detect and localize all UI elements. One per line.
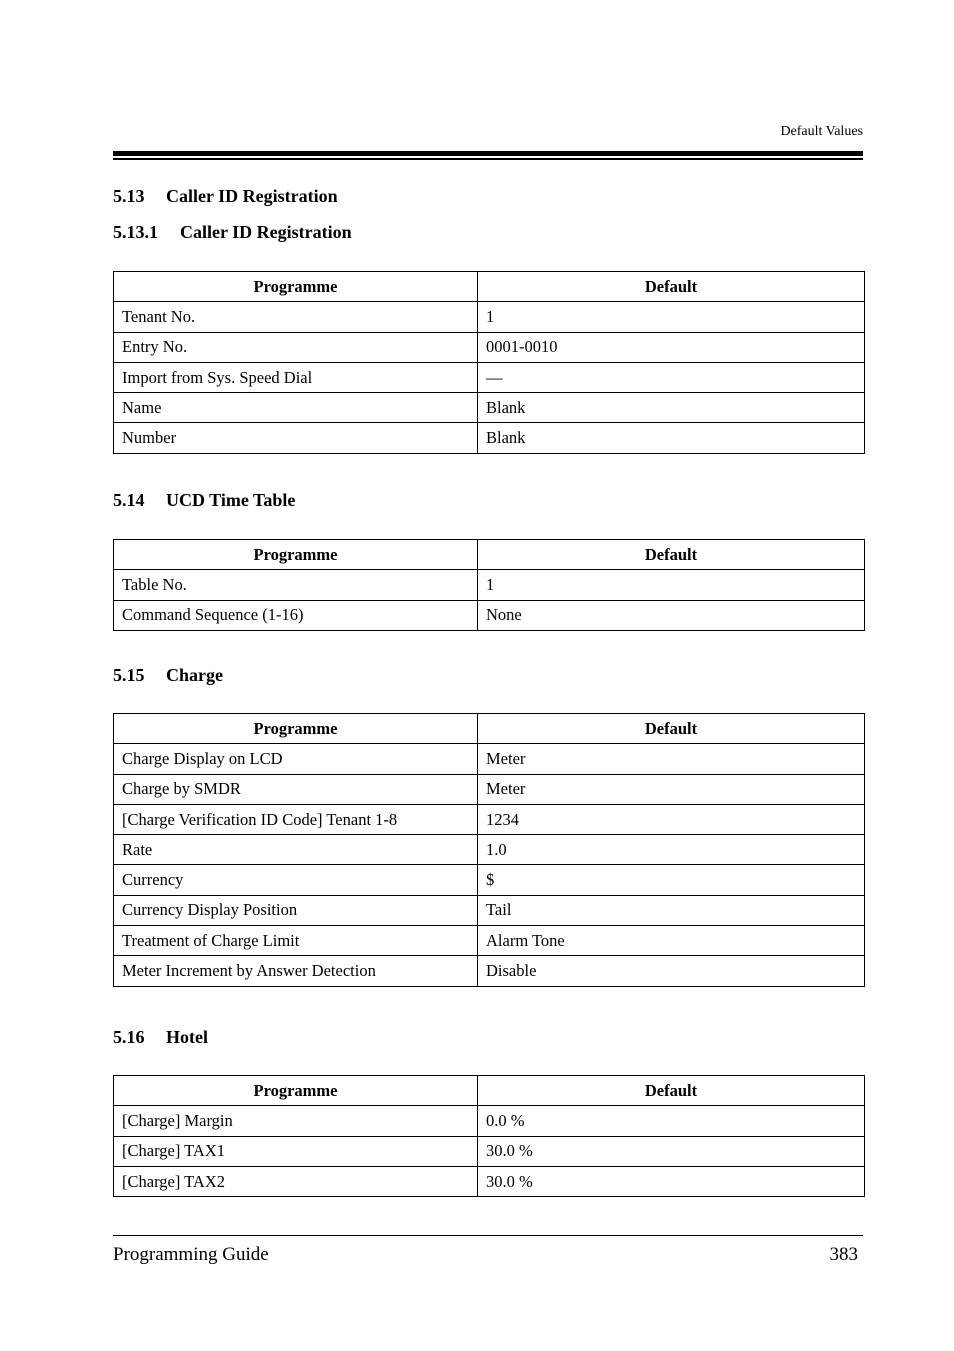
programme-cell: [Charge Verification ID Code] Tenant 1-8	[114, 804, 478, 834]
section-heading-5-16	[113, 1027, 208, 1048]
default-cell: Tail	[478, 895, 865, 925]
table-row	[114, 895, 865, 925]
table-row	[114, 302, 865, 332]
default-cell: 1	[478, 302, 865, 332]
table-header-row	[114, 714, 865, 744]
programme-cell: Currency Display Position	[114, 895, 478, 925]
column-header-programme: Programme	[114, 714, 478, 744]
section-number: 5.16	[113, 1027, 145, 1047]
programme-cell: Tenant No.	[114, 302, 478, 332]
default-cell: 1	[478, 570, 865, 600]
section-title: Charge	[166, 665, 223, 685]
programme-cell: [Charge] Margin	[114, 1106, 478, 1136]
programme-cell: Rate	[114, 835, 478, 865]
programme-cell: Number	[114, 423, 478, 453]
table-row	[114, 865, 865, 895]
table-row	[114, 774, 865, 804]
programme-cell: Import from Sys. Speed Dial	[114, 362, 478, 392]
section-number: 5.14	[113, 490, 145, 510]
column-header-programme: Programme	[114, 540, 478, 570]
section-title: UCD Time Table	[166, 490, 296, 510]
programme-cell: Treatment of Charge Limit	[114, 926, 478, 956]
table-row	[114, 804, 865, 834]
default-cell: 0001-0010	[478, 332, 865, 362]
default-cell: Alarm Tone	[478, 926, 865, 956]
table-header-row	[114, 540, 865, 570]
column-header-default: Default	[478, 1076, 865, 1106]
table-row	[114, 926, 865, 956]
header-rule-thick	[113, 151, 863, 156]
table-row	[114, 332, 865, 362]
section-number: 5.15	[113, 665, 145, 685]
column-header-default: Default	[478, 272, 865, 302]
column-header-default: Default	[478, 540, 865, 570]
table-row	[114, 1106, 865, 1136]
hotel-table	[113, 1075, 865, 1197]
footer-rule	[113, 1235, 863, 1236]
default-cell: 1.0	[478, 835, 865, 865]
table-row	[114, 835, 865, 865]
section-heading-5-13-1	[113, 222, 352, 243]
table-row	[114, 744, 865, 774]
running-header: Default Values	[780, 124, 863, 139]
table-row	[114, 393, 865, 423]
default-cell: Meter	[478, 774, 865, 804]
table-row	[114, 600, 865, 630]
section-heading-5-14	[113, 490, 295, 511]
ucd-time-table-table	[113, 539, 865, 631]
programme-cell: Entry No.	[114, 332, 478, 362]
caller-id-registration-table	[113, 271, 865, 454]
default-cell: None	[478, 600, 865, 630]
column-header-programme: Programme	[114, 272, 478, 302]
default-cell: Meter	[478, 744, 865, 774]
default-cell: Disable	[478, 956, 865, 986]
programme-cell: Table No.	[114, 570, 478, 600]
column-header-default: Default	[478, 714, 865, 744]
default-cell: 1234	[478, 804, 865, 834]
programme-cell: Command Sequence (1-16)	[114, 600, 478, 630]
page-number: 383	[829, 1244, 858, 1265]
default-cell: $	[478, 865, 865, 895]
table-header-row	[114, 1076, 865, 1106]
table-row	[114, 1166, 865, 1196]
column-header-programme: Programme	[114, 1076, 478, 1106]
default-cell: Blank	[478, 423, 865, 453]
header-rule-thin	[113, 158, 863, 160]
table-row	[114, 570, 865, 600]
programme-cell: Charge Display on LCD	[114, 744, 478, 774]
default-cell: 30.0 %	[478, 1166, 865, 1196]
default-cell: —	[478, 362, 865, 392]
default-cell: 0.0 %	[478, 1106, 865, 1136]
section-number: 5.13	[113, 186, 145, 206]
table-row	[114, 1136, 865, 1166]
section-title: Hotel	[166, 1027, 208, 1047]
section-number: 5.13.1	[113, 222, 158, 242]
table-row	[114, 362, 865, 392]
table-row	[114, 956, 865, 986]
charge-table	[113, 713, 865, 987]
programme-cell: Charge by SMDR	[114, 774, 478, 804]
section-title: Caller ID Registration	[180, 222, 352, 242]
programme-cell: Currency	[114, 865, 478, 895]
default-cell: Blank	[478, 393, 865, 423]
programme-cell: [Charge] TAX1	[114, 1136, 478, 1166]
footer-guide-title: Programming Guide	[113, 1244, 269, 1265]
programme-cell: Meter Increment by Answer Detection	[114, 956, 478, 986]
programme-cell: [Charge] TAX2	[114, 1166, 478, 1196]
section-heading-5-13	[113, 186, 338, 207]
programme-cell: Name	[114, 393, 478, 423]
table-header-row	[114, 272, 865, 302]
section-title: Caller ID Registration	[166, 186, 338, 206]
table-row	[114, 423, 865, 453]
section-heading-5-15	[113, 665, 223, 686]
default-cell: 30.0 %	[478, 1136, 865, 1166]
